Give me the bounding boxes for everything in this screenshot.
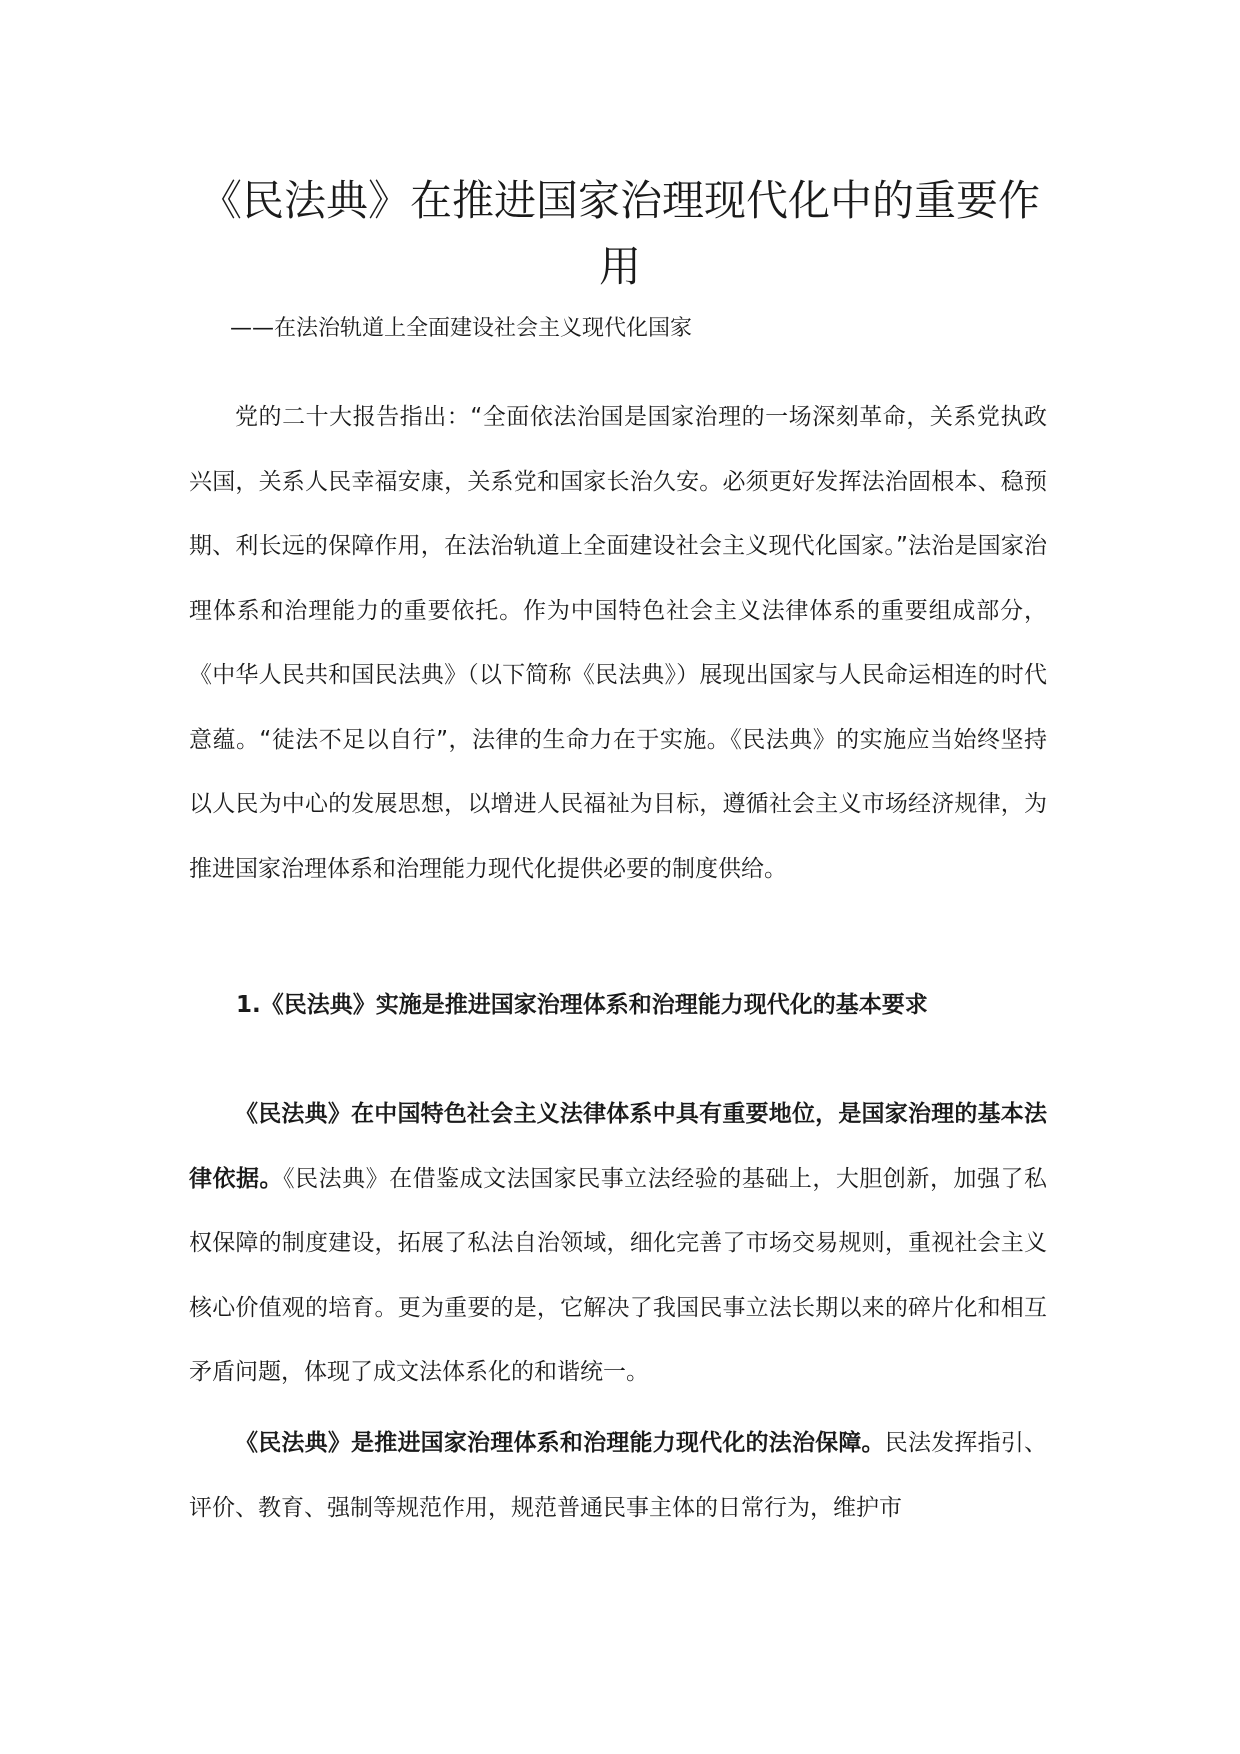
document-title: 《民法典》在推进国家治理现代化中的重要作用 <box>199 176 1040 291</box>
paragraph-text: 民法发挥指引、评价、教育、强制等规范作用，规范普通民事主体的日常行为，维护市 <box>189 1430 1048 1521</box>
section-1-paragraph-1 <box>189 1082 1047 1405</box>
paragraph-text: 党的二十大报告指出：“全面依法治国是国家治理的一场深刻革命，关系党执政兴国，关系人民幸福安康，关系党和国家长治久安。必须更好发挥法治固根本、稳预期、利长远的保障作用，在法治轨道上全面建设社会主义现代化国家。”法治是国家治理体系和治理能力的重要依托。作为中国特色社会主义法律体系的重要组成部分，《中华人民共和国民法典》（以下简称《民法典》）展现出国家与人民命运相连的时代意蕴。“徒法不足以自行”，法律的生命力在于实施。《民法典》的实施应当始终坚持以人民为中心的发展思想，以增进人民福祉为目标，遵循社会主义市场经济规律，为推进国家治理体系和治理能力现代化提供必要的制度供给。 <box>189 404 1047 882</box>
section-heading-1: 1.《民法典》实施是推进国家治理体系和治理能力现代化的基本要求 <box>236 992 928 1018</box>
paragraph-text: 《民法典》在借鉴成文法国家民事立法经验的基础上，大胆创新，加强了私权保障的制度建设，拓展了私法自治领域，细化完善了市场交易规则，重视社会主义核心价值观的培育。更为重要的是，它解决了我国民事立法长期以来的碎片化和相互矛盾问题，体现了成文法体系化的和谐统一。 <box>189 1165 1048 1385</box>
section-1-paragraph-2 <box>189 1411 1047 1540</box>
paragraph-lead: 《民法典》在中国特色社会主义法律体系中具有重要地位，是国家治理的基本法律依据。 <box>189 1101 1047 1192</box>
document-subtitle: ——在法治轨道上全面建设社会主义现代化国家 <box>230 316 693 341</box>
intro-paragraph <box>189 385 1047 901</box>
paragraph-lead: 《民法典》是推进国家治理体系和治理能力现代化的法治保障。 <box>235 1430 885 1456</box>
